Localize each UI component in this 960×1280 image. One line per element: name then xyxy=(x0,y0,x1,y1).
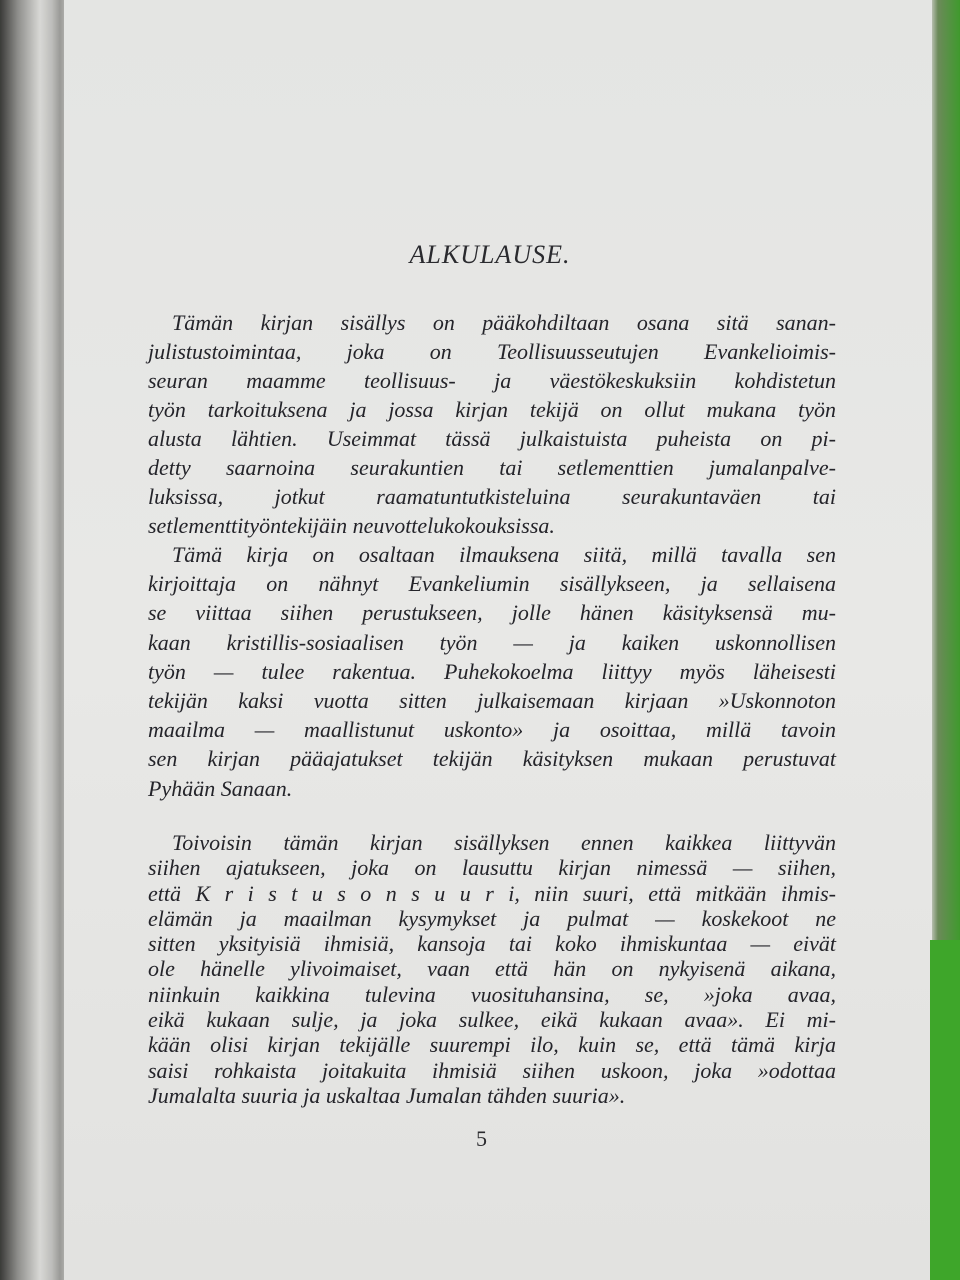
text-line: Tämä kirja on osaltaan ilmauksena siitä, millä tavalla sen xyxy=(172,542,836,567)
text-line: detty saarnoina seurakuntien tai setlementtien jumalanpalve- xyxy=(148,455,836,480)
text-line: saisi rohkaista joitakuita ihmisiä siihen uskoon, joka »odottaa xyxy=(148,1057,836,1083)
text-line: kään olisi kirjan tekijälle suurempi ilo, kuin se, että tämä kirja xyxy=(148,1032,836,1058)
text-line: sitten yksityisiä ihmisiä, kansoja tai koko ihmiskuntaa — eivät xyxy=(148,931,836,957)
text-line: työn — tulee rakentua. Puhekokoelma liittyy myös läheisesti xyxy=(148,658,836,684)
text-line: sen kirjan pääajatukset tekijän käsityksen mukaan perustuvat xyxy=(148,746,836,772)
text-line: niinkuin kaikkina tulevina vuosituhansina, se, »joka avaa, xyxy=(148,981,836,1007)
text-line: Tämän kirjan sisällys on pääkohdiltaan osana sitä sanan- xyxy=(172,310,836,335)
text-line: ole hänelle ylivoimaiset, vaan että hän on nykyisenä aikana, xyxy=(148,956,836,982)
background-surface xyxy=(930,940,960,1280)
paragraph-2 xyxy=(148,540,836,803)
text-line: Pyhään Sanaan. xyxy=(148,775,293,801)
text-line: seuran maamme teollisuus- ja väestökeskuksiin kohdistetun xyxy=(148,368,836,393)
text-line: työn tarkoituksena ja jossa kirjan tekijä on ollut mukana työn xyxy=(148,397,836,422)
text-line: siihen ajatukseen, joka on lausuttu kirjan nimessä — siihen, xyxy=(148,855,836,881)
text-line: eikä kukaan sulje, ja joka sulkee, eikä kukaan avaa». Ei mi- xyxy=(148,1007,836,1033)
text-line: kirjoittaja on nähnyt Evankeliumin sisällykseen, ja sellaisena xyxy=(148,571,836,597)
text-line: että K r i s t u s o n s u u r i, niin suuri, että mitkään ihmis- xyxy=(148,880,836,906)
page-number: 5 xyxy=(476,1126,487,1151)
paragraph-3 xyxy=(148,830,836,1108)
text-line: kaan kristillis-sosiaalisen työn — ja kaiken uskonnollisen xyxy=(148,629,836,655)
paragraph-1 xyxy=(148,308,836,540)
text-line: luksissa, jotkut raamatuntutkisteluina seurakuntaväen tai xyxy=(148,484,836,509)
text-line: maailma — maallistunut uskonto» ja osoittaa, millä tavoin xyxy=(148,717,836,743)
text-line: Jumalalta suuria ja uskaltaa Jumalan tähden suuria». xyxy=(148,1082,626,1108)
text-line: julistustoimintaa, joka on Teollisuusseutujen Evankelioimis- xyxy=(148,339,836,364)
text-line: setlementtityöntekijäin neuvottelukokouksissa. xyxy=(148,513,555,538)
text-line: tekijän kaksi vuotta sitten julkaisemaan kirjaan »Uskonnoton xyxy=(148,688,836,714)
text-line: elämän ja maailman kysymykset ja pulmat — koskekoot ne xyxy=(148,905,836,931)
text-line: Toivoisin tämän kirjan sisällyksen ennen kaikkea liittyvän xyxy=(172,830,836,855)
text-line: alusta lähtien. Useimmat tässä julkaistuista puheista on pi- xyxy=(148,426,836,451)
text-line: se viittaa siihen perustukseen, jolle hänen käsityksensä mu- xyxy=(148,600,836,626)
chapter-title: ALKULAUSE. xyxy=(409,240,571,269)
